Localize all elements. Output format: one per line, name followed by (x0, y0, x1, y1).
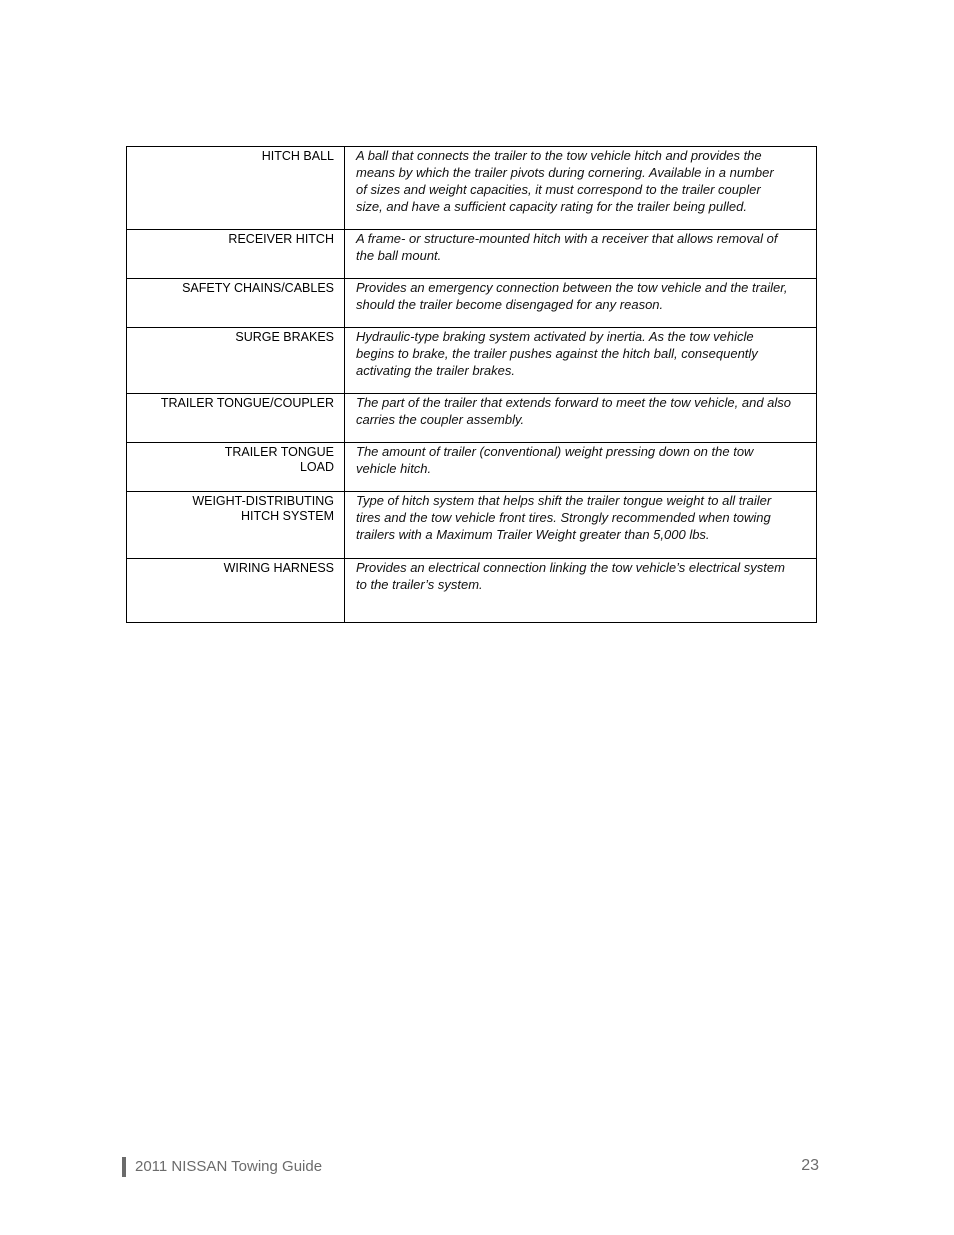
glossary-term (127, 328, 345, 394)
definition-line: the ball mount. (356, 248, 442, 263)
definition-line: means by which the trailer pivots during cornering. Available in a number (356, 165, 774, 180)
term-line: WEIGHT-DISTRIBUTING (192, 494, 334, 508)
definition-line: Provides an emergency connection between the tow vehicle and the trailer, (356, 280, 788, 295)
footer-accent-bar (122, 1157, 126, 1177)
footer-title: 2011 NISSAN Towing Guide (135, 1158, 323, 1175)
term-line: SURGE BRAKES (235, 330, 334, 344)
definition-line: Provides an electrical connection linking the tow vehicle’s electrical system (356, 560, 785, 575)
glossary-definition (345, 443, 817, 492)
glossary-definition (345, 230, 817, 279)
term-line: RECEIVER HITCH (228, 232, 334, 246)
glossary-row (127, 394, 817, 443)
definition-line: tires and the tow vehicle front tires. Strongly recommended when towing (356, 510, 771, 525)
definition-line: Hydraulic-type braking system activated by inertia. As the tow vehicle (356, 329, 754, 344)
definition-line: to the trailer’s system. (356, 577, 483, 592)
glossary-term (127, 230, 345, 279)
definition-line: activating the trailer brakes. (356, 363, 515, 378)
term-line: TRAILER TONGUE/COUPLER (160, 396, 334, 410)
glossary-row (127, 559, 817, 623)
term-line: HITCH BALL (261, 149, 334, 163)
term-line: TRAILER TONGUE (224, 445, 334, 459)
glossary-term (127, 279, 345, 328)
term-line: SAFETY CHAINS/CABLES (182, 281, 334, 295)
glossary-definition (345, 559, 817, 623)
definition-line: vehicle hitch. (356, 461, 432, 476)
definition-line: Type of hitch system that helps shift the trailer tongue weight to all trailer (356, 493, 772, 508)
glossary-term (127, 559, 345, 623)
definition-line: A frame- or structure-mounted hitch with a receiver that allows removal of (356, 231, 778, 246)
definition-line: begins to brake, the trailer pushes against the hitch ball, consequently (356, 346, 758, 361)
glossary-table (126, 146, 817, 623)
glossary-row (127, 443, 817, 492)
glossary-term (127, 492, 345, 559)
term-line: LOAD (299, 460, 334, 474)
glossary-row (127, 147, 817, 230)
definition-line: should the trailer become disengaged for any reason. (356, 297, 664, 312)
page-number: 23 (801, 1157, 819, 1174)
glossary-row (127, 279, 817, 328)
glossary-definition (345, 394, 817, 443)
glossary-term (127, 147, 345, 230)
glossary-definition (345, 279, 817, 328)
definition-line: The part of the trailer that extends forward to meet the tow vehicle, and also (356, 395, 792, 410)
glossary-row (127, 230, 817, 279)
glossary-row (127, 492, 817, 559)
definition-line: The amount of trailer (conventional) weight pressing down on the tow (356, 444, 754, 459)
definition-line: trailers with a Maximum Trailer Weight greater than 5,000 lbs. (356, 527, 710, 542)
glossary-term (127, 443, 345, 492)
term-line: HITCH SYSTEM (240, 509, 334, 523)
definition-line: of sizes and weight capacities, it must correspond to the trailer coupler (356, 182, 761, 197)
glossary-definition (345, 328, 817, 394)
definition-line: carries the coupler assembly. (356, 412, 525, 427)
definition-line: A ball that connects the trailer to the tow vehicle hitch and provides the (356, 148, 762, 163)
definition-line: size, and have a sufficient capacity rating for the trailer being pulled. (356, 199, 747, 214)
term-line: WIRING HARNESS (223, 561, 334, 575)
glossary-term (127, 394, 345, 443)
glossary-row (127, 328, 817, 394)
glossary-definition (345, 492, 817, 559)
glossary-definition (345, 147, 817, 230)
page-footer (122, 1157, 822, 1177)
